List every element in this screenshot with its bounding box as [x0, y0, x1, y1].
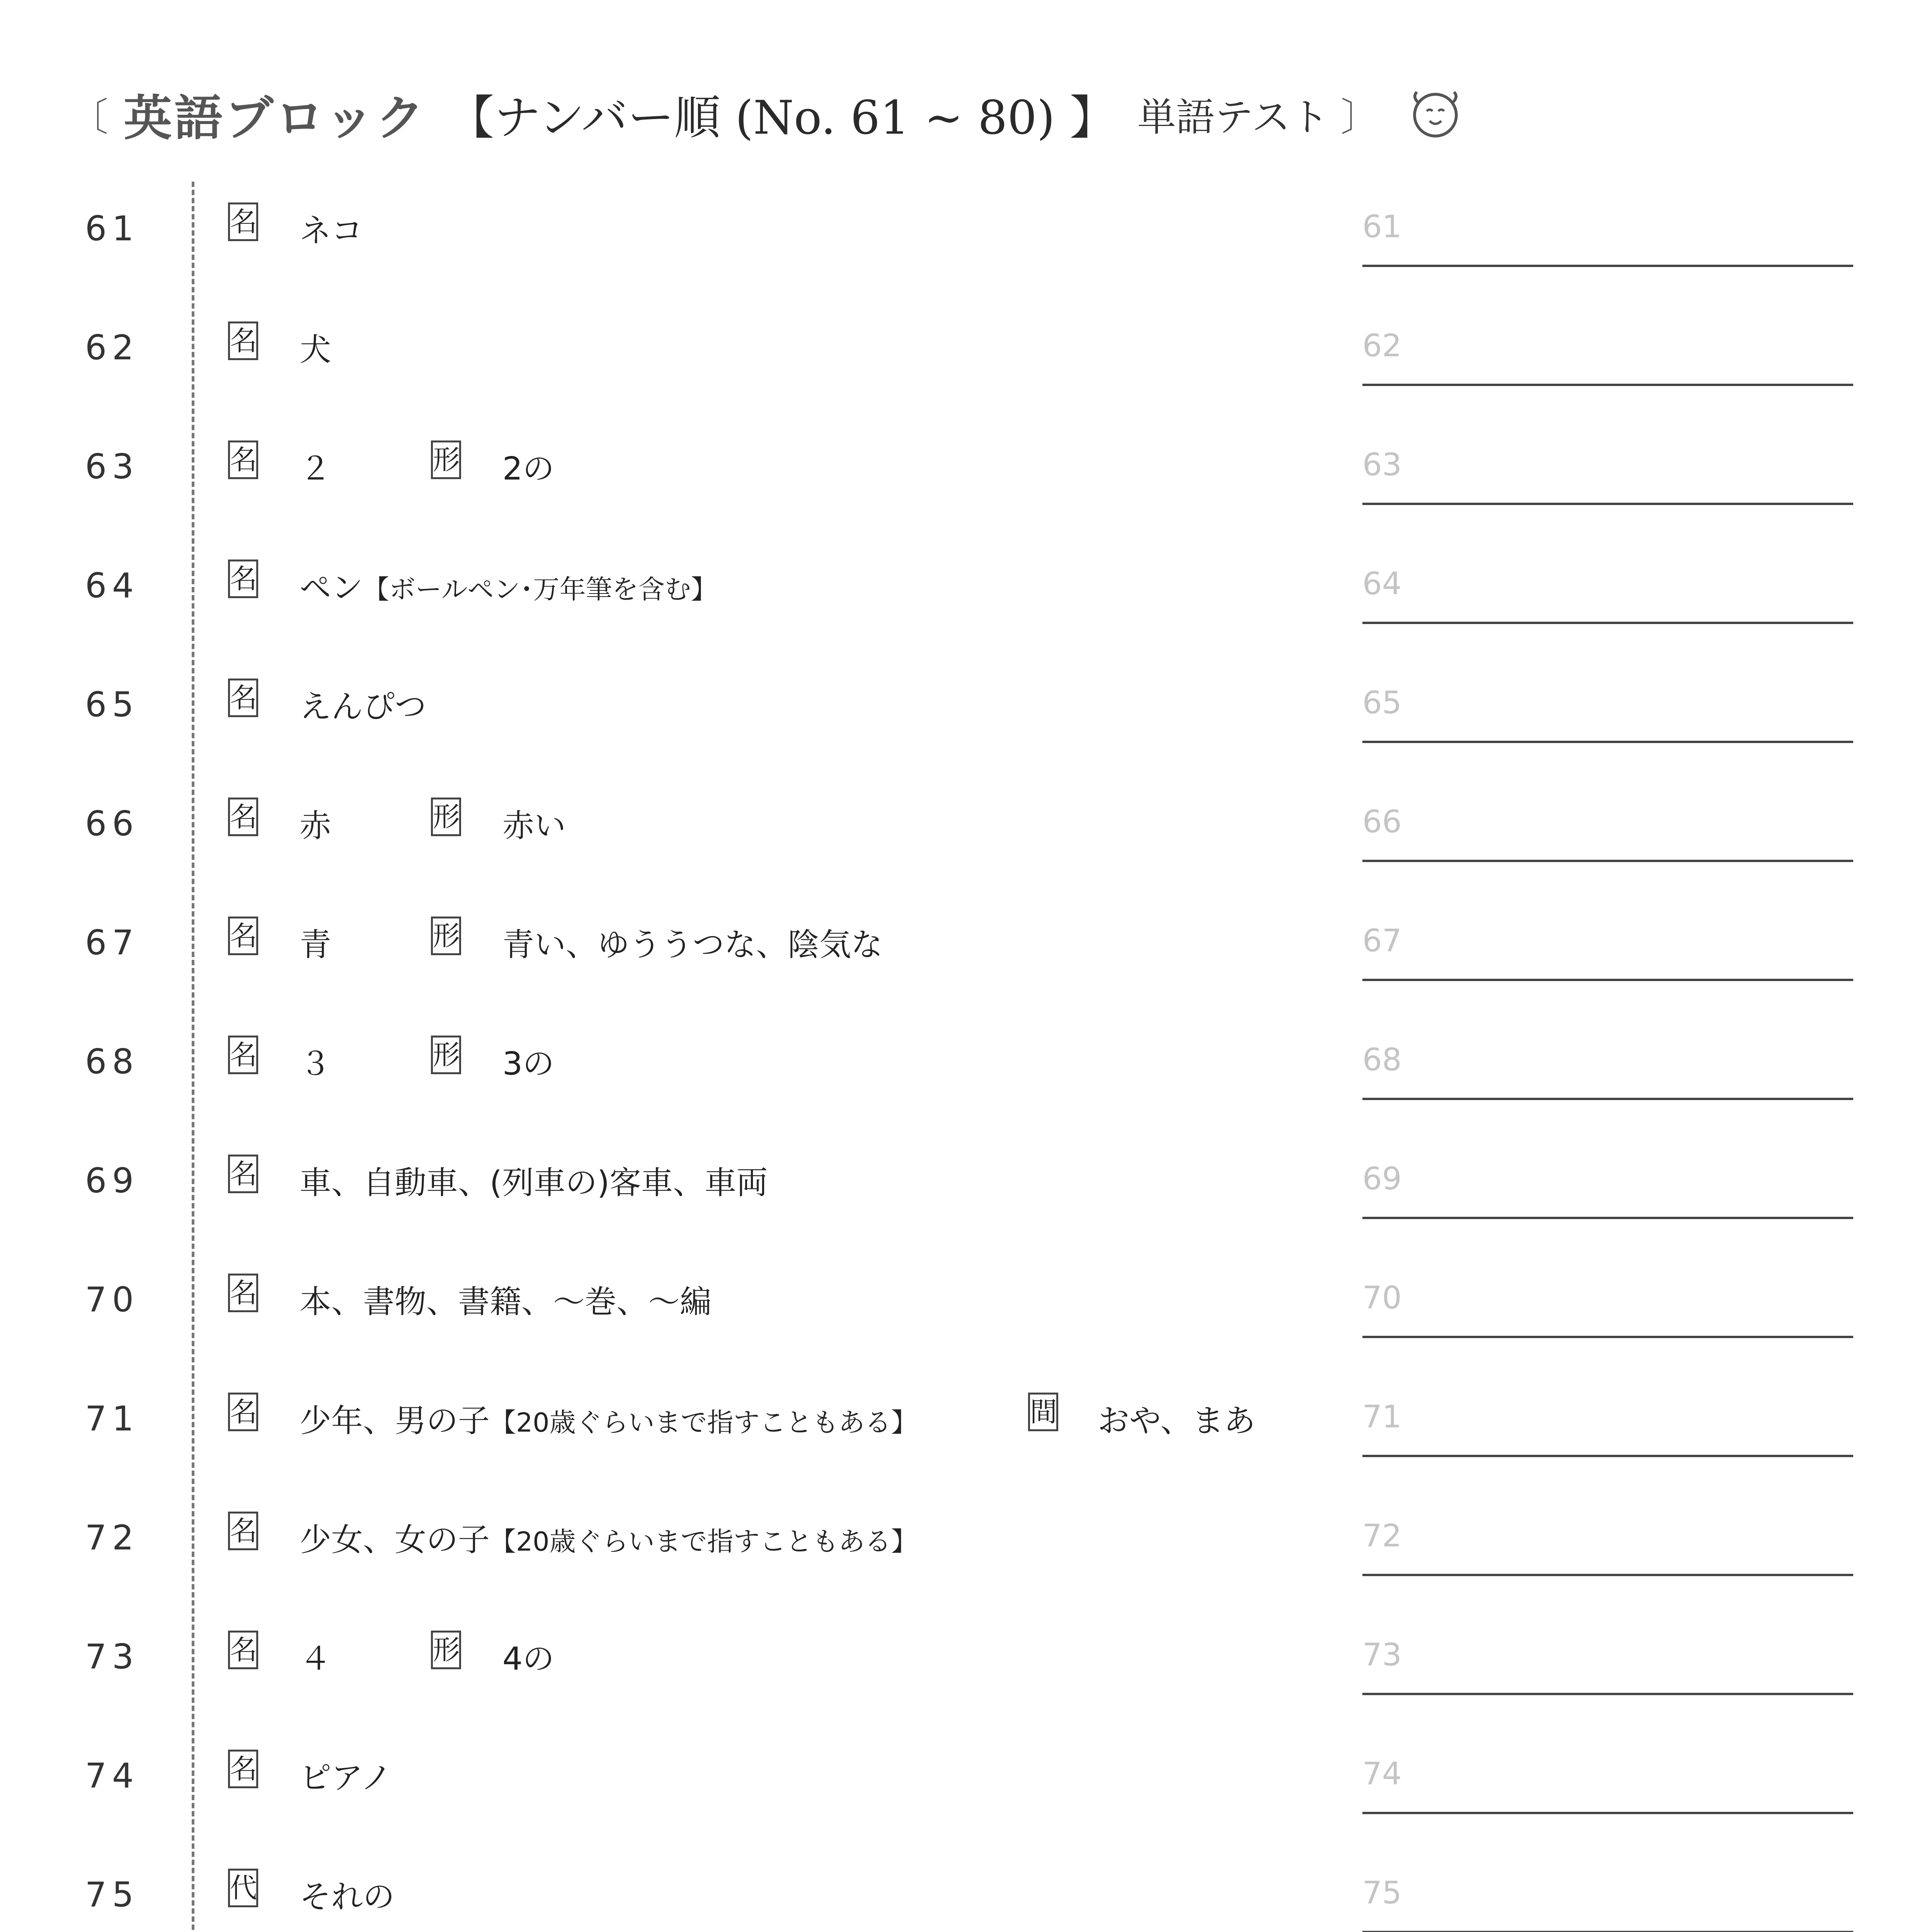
list-item: [0, 423, 1917, 543]
answer-number-hint: 68: [1362, 1042, 1402, 1078]
part-of-speech-badge: 代: [228, 1869, 258, 1907]
meaning-text: [300, 1753, 392, 1798]
meaning-text-2: おや、まあ: [1098, 1403, 1256, 1439]
list-item: [0, 781, 1917, 900]
meaning-text: [300, 920, 331, 965]
meaning-main: 少女、女の子: [300, 1522, 490, 1558]
meaning-main: 青: [300, 927, 332, 963]
part-of-speech-badge: 名: [228, 1631, 258, 1669]
answer-line[interactable]: [1362, 741, 1853, 743]
item-number: 68: [85, 1042, 139, 1082]
meaning-main: 犬: [300, 332, 332, 368]
item-number: 73: [85, 1637, 139, 1677]
meaning-text: [300, 1039, 331, 1084]
item-number: 74: [85, 1756, 139, 1796]
list-item: [0, 1376, 1917, 1495]
part-of-speech-badge-2: 形: [431, 440, 461, 479]
part-of-speech-badge: 名: [228, 1036, 258, 1074]
item-number: 63: [85, 447, 139, 486]
answer-line[interactable]: [1362, 860, 1853, 862]
meaning-main: それの: [300, 1879, 395, 1915]
answer-line[interactable]: [1362, 1336, 1853, 1338]
meaning-main: ネコ: [300, 213, 363, 249]
part-of-speech-badge-2: 形: [431, 798, 461, 836]
item-number: 64: [85, 566, 139, 605]
answer-number-hint: 63: [1362, 447, 1402, 483]
meaning-main: ピアノ: [300, 1760, 392, 1796]
meaning-text: [300, 682, 426, 727]
meaning-text: [300, 801, 331, 846]
list-item: [0, 185, 1917, 304]
answer-number-hint: 75: [1362, 1875, 1402, 1911]
answer-line[interactable]: [1362, 503, 1853, 505]
part-of-speech-badge: 名: [228, 1512, 258, 1550]
part-of-speech-badge-2: 間: [1028, 1393, 1058, 1431]
answer-number-hint: 72: [1362, 1518, 1402, 1554]
meaning-text-2: 3の: [502, 1046, 555, 1082]
meaning-note: 【20歳ぐらいまで指すこともある】: [490, 1527, 918, 1557]
answer-number-hint: 61: [1362, 209, 1402, 245]
answer-line[interactable]: [1362, 1574, 1853, 1576]
meaning-main: えんぴつ: [300, 689, 427, 725]
brand-logo-text: 英語ブロック: [124, 90, 427, 146]
answer-line[interactable]: [1362, 1217, 1853, 1219]
page-title: [70, 75, 1464, 153]
part-of-speech-badge: 名: [228, 679, 258, 717]
item-number: 62: [85, 328, 139, 367]
list-item: [0, 1495, 1917, 1614]
meaning-text: [300, 1277, 712, 1322]
list-item: [0, 662, 1917, 781]
answer-number-hint: 66: [1362, 804, 1402, 840]
part-of-speech-badge: 名: [228, 202, 258, 241]
answer-number-hint: 74: [1362, 1756, 1402, 1792]
title-subtitle: 単語テスト: [1137, 95, 1329, 140]
list-item: [0, 304, 1917, 423]
part-of-speech-badge-2: 形: [431, 1631, 461, 1669]
meaning-main: 本、書物、書籍、～巻、～編: [300, 1284, 712, 1320]
meaning-main: 赤: [300, 808, 332, 844]
meaning-main: ４: [300, 1641, 332, 1677]
meaning-main: 少年、男の子: [300, 1403, 490, 1439]
part-of-speech-badge: 名: [228, 798, 258, 836]
list-item: [0, 1852, 1917, 1932]
meaning-text: [300, 1396, 918, 1441]
item-number: 66: [85, 804, 139, 844]
meaning-text: [300, 444, 331, 489]
list-item: [0, 1614, 1917, 1733]
list-item: [0, 543, 1917, 662]
part-of-speech-badge: 名: [228, 1393, 258, 1431]
title-close-bracket: 〕: [1340, 95, 1379, 140]
item-number: 70: [85, 1280, 139, 1320]
part-of-speech-badge: 名: [228, 917, 258, 955]
answer-number-hint: 69: [1362, 1161, 1402, 1197]
answer-number-hint: 64: [1362, 566, 1402, 602]
part-of-speech-badge: 名: [228, 1155, 258, 1193]
part-of-speech-badge: 名: [228, 440, 258, 479]
answer-number-hint: 73: [1362, 1637, 1402, 1673]
answer-line[interactable]: [1362, 1693, 1853, 1695]
answer-number-hint: 70: [1362, 1280, 1402, 1316]
item-number: 71: [85, 1399, 139, 1439]
part-of-speech-badge-2: 形: [431, 917, 461, 955]
list-item: [0, 1733, 1917, 1852]
title-open-bracket: 〔: [70, 95, 108, 140]
meaning-main: 車、自動車、(列車の)客車、車両: [300, 1165, 768, 1201]
title-main: 【ナンバー順 (No. 61 ~ 80) 】: [448, 91, 1116, 145]
answer-line[interactable]: [1362, 1455, 1853, 1457]
list-item: [0, 1138, 1917, 1257]
meaning-text: [300, 1158, 768, 1203]
item-number: 75: [85, 1875, 139, 1915]
meaning-note: 【20歳ぐらいまで指すこともある】: [490, 1408, 918, 1438]
part-of-speech-badge: 名: [228, 1274, 258, 1312]
part-of-speech-badge: 名: [228, 560, 258, 598]
answer-line[interactable]: [1362, 622, 1853, 624]
answer-line[interactable]: [1362, 265, 1853, 267]
answer-line[interactable]: [1362, 979, 1853, 981]
meaning-text-2: 2の: [502, 451, 555, 487]
item-number: 65: [85, 685, 139, 724]
answer-number-hint: 71: [1362, 1399, 1402, 1435]
meaning-main: ２: [300, 451, 332, 487]
answer-line[interactable]: [1362, 1098, 1853, 1100]
list-item: [0, 900, 1917, 1019]
meaning-main: ３: [300, 1046, 332, 1082]
answer-line[interactable]: [1362, 1812, 1853, 1814]
part-of-speech-badge: 名: [228, 1750, 258, 1788]
meaning-text: [300, 1872, 395, 1917]
item-number: 61: [85, 209, 139, 248]
meaning-main: ペン: [300, 570, 363, 606]
meaning-note: 【ボールペン･万年筆を含む】: [363, 575, 717, 605]
answer-number-hint: 67: [1362, 923, 1402, 959]
meaning-text-2: 4の: [502, 1641, 555, 1677]
list-item: [0, 1019, 1917, 1138]
answer-number-hint: 65: [1362, 685, 1402, 721]
meaning-text: [300, 1515, 918, 1560]
meaning-text-2: 赤い: [502, 808, 566, 844]
item-number: 72: [85, 1518, 139, 1558]
answer-line[interactable]: [1362, 384, 1853, 386]
meaning-text: [300, 206, 363, 251]
answer-number-hint: 62: [1362, 328, 1402, 364]
smiley-face-icon: [1406, 85, 1464, 143]
part-of-speech-badge: 名: [228, 321, 258, 360]
meaning-text: [300, 1634, 331, 1679]
part-of-speech-badge-2: 形: [431, 1036, 461, 1074]
meaning-text: [300, 563, 717, 608]
meaning-text: [300, 325, 331, 370]
item-number: 67: [85, 923, 139, 963]
item-number: 69: [85, 1161, 139, 1201]
list-item: [0, 1257, 1917, 1376]
meaning-text-2: 青い、ゆううつな、陰気な: [502, 927, 883, 963]
